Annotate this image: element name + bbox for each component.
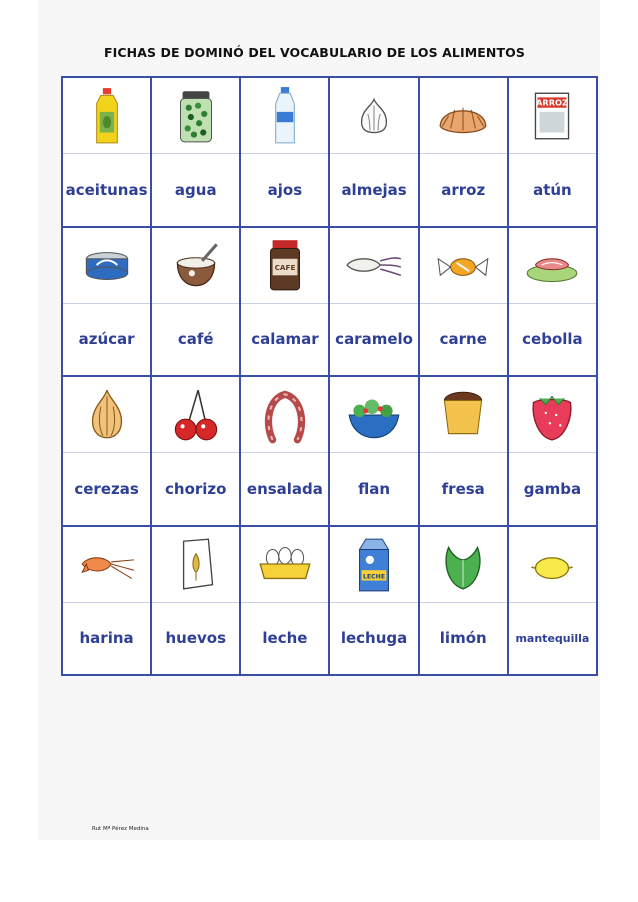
tile-picture <box>63 78 150 154</box>
domino-tile <box>509 377 596 525</box>
coffee-jar-icon <box>254 234 316 296</box>
tile-picture <box>330 228 417 304</box>
flan-icon <box>432 384 494 446</box>
tile-word: ensalada <box>246 479 323 498</box>
tile-picture <box>241 228 328 304</box>
domino-tile <box>420 78 507 226</box>
domino-tile <box>330 78 417 226</box>
domino-tile <box>330 377 417 525</box>
domino-grid <box>61 76 598 676</box>
lemon-icon <box>521 533 583 595</box>
tile-picture <box>509 228 596 304</box>
author-credit: Rut Mª Pérez Medina <box>92 826 149 832</box>
tile-word: harina <box>79 629 134 648</box>
tile-word: carne <box>439 330 487 349</box>
tile-picture <box>63 228 150 304</box>
domino-tile <box>152 377 239 525</box>
tile-word: aceitunas <box>65 180 148 199</box>
tile-word: atún <box>533 180 572 199</box>
lettuce-icon <box>432 533 494 595</box>
clam-icon <box>432 85 494 147</box>
page-title: FICHAS DE DOMINÓ DEL VOCABULARIO DE LOS ALIMENTOS <box>104 45 525 60</box>
tile-picture <box>509 527 596 603</box>
tile-word: café <box>177 330 214 349</box>
svg-text:CAFE: CAFE <box>274 263 296 273</box>
tile-word: huevos <box>165 629 227 648</box>
domino-tile <box>63 78 150 226</box>
garlic-icon <box>343 85 405 147</box>
tile-word: azúcar <box>78 330 135 349</box>
sugar-bowl-icon <box>165 234 227 296</box>
tile-picture <box>152 527 239 603</box>
tile-picture <box>241 527 328 603</box>
domino-tile <box>63 527 150 675</box>
domino-tile <box>420 228 507 376</box>
flour-bag-icon <box>165 533 227 595</box>
domino-tile <box>330 228 417 376</box>
tile-word: limón <box>439 629 487 648</box>
domino-tile <box>63 377 150 525</box>
tile-word: gamba <box>523 479 582 498</box>
tile-word: fresa <box>441 479 485 498</box>
rice-box-icon <box>521 85 583 147</box>
tile-picture <box>420 527 507 603</box>
domino-tile <box>63 228 150 376</box>
tile-word: almejas <box>341 180 407 199</box>
domino-tile <box>509 228 596 376</box>
tile-picture <box>152 78 239 154</box>
tile-picture <box>330 377 417 453</box>
olives-jar-icon <box>165 85 227 147</box>
tuna-can-icon <box>76 234 138 296</box>
salad-bowl-icon <box>343 384 405 446</box>
tile-word: cerezas <box>74 479 139 498</box>
tile-picture <box>152 228 239 304</box>
tile-word: ajos <box>267 180 303 199</box>
domino-tile <box>420 527 507 675</box>
candy-icon <box>432 234 494 296</box>
egg-carton-icon <box>254 533 316 595</box>
tile-word: cebolla <box>522 330 583 349</box>
tile-picture <box>420 377 507 453</box>
svg-text:ARROZ: ARROZ <box>536 97 569 108</box>
svg-text:LECHE: LECHE <box>363 573 386 581</box>
domino-tile <box>330 527 417 675</box>
tile-picture <box>63 527 150 603</box>
domino-tile <box>241 228 328 376</box>
tile-word: arroz <box>441 180 486 199</box>
shrimp-icon <box>76 533 138 595</box>
tile-picture <box>509 78 596 154</box>
domino-tile <box>152 527 239 675</box>
milk-carton-icon <box>343 533 405 595</box>
squid-icon <box>343 234 405 296</box>
water-bottle-icon <box>254 85 316 147</box>
domino-tile <box>241 527 328 675</box>
sausage-icon <box>254 384 316 446</box>
tile-picture <box>63 377 150 453</box>
meat-plate-icon <box>521 234 583 296</box>
cherries-icon <box>165 384 227 446</box>
tile-word: leche <box>262 629 308 648</box>
tile-picture <box>509 377 596 453</box>
domino-tile <box>241 377 328 525</box>
domino-tile <box>509 527 596 675</box>
tile-picture <box>241 78 328 154</box>
tile-picture <box>241 377 328 453</box>
tile-word: lechuga <box>340 629 408 648</box>
domino-tile <box>509 78 596 226</box>
tile-word: chorizo <box>165 479 227 498</box>
tile-picture <box>420 78 507 154</box>
tile-picture <box>330 78 417 154</box>
domino-tile <box>420 377 507 525</box>
tile-word: agua <box>174 180 217 199</box>
olive-oil-bottle-icon <box>76 85 138 147</box>
tile-picture <box>152 377 239 453</box>
tile-word: caramelo <box>335 330 413 349</box>
domino-tile <box>152 78 239 226</box>
domino-tile <box>152 228 239 376</box>
domino-tile <box>241 78 328 226</box>
strawberry-icon <box>521 384 583 446</box>
tile-picture <box>420 228 507 304</box>
tile-word: calamar <box>251 330 319 349</box>
tile-word: flan <box>358 479 391 498</box>
tile-word: mantequilla <box>515 631 590 645</box>
onion-icon <box>76 384 138 446</box>
tile-picture <box>330 527 417 603</box>
